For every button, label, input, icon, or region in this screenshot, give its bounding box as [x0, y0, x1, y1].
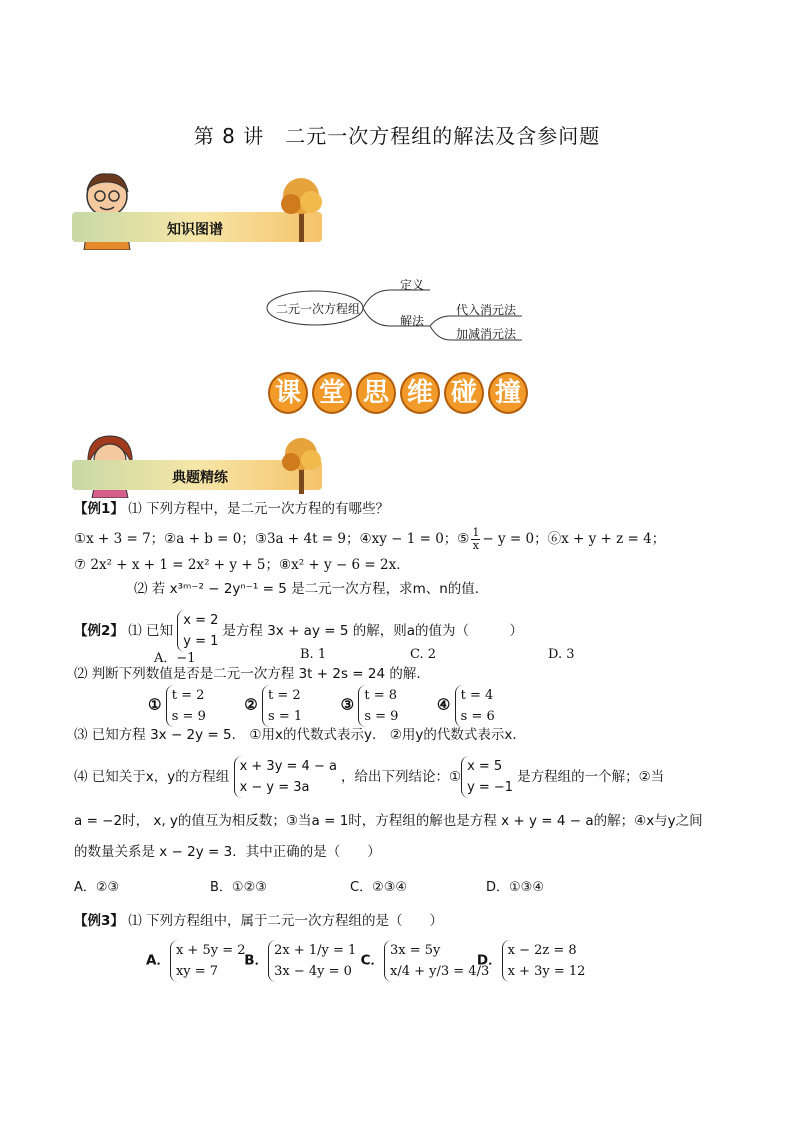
example1-row2: ⑦ 2x² + x + 1 = 2x² + y + 5；⑧x² + y − 6 = 2x． [74, 557, 410, 573]
example1-row1-text: ①x + 3 = 7；②a + b = 0；③3a + 4t = 9；④xy − 1 = 0；⑤ [74, 531, 470, 547]
option-label: D． [476, 952, 502, 969]
knowledge-map-label: 知识图谱 [167, 222, 223, 238]
example2-q4-option-c[interactable]: C．②③④ [350, 880, 408, 895]
example2-q4-post: 是方程组的一个解；②当 [517, 769, 665, 785]
example3-option-b[interactable] [244, 940, 356, 982]
mind-map-branch-solution: 解法 [400, 314, 425, 328]
example1-row1 [74, 527, 665, 552]
example3-option-c[interactable] [360, 940, 490, 982]
item-label: ② [244, 695, 258, 714]
typical-problems-banner [72, 432, 332, 498]
example2-q4-option-d[interactable]: D．①③④ [486, 880, 544, 895]
example1-tag: 【例1】 [74, 501, 124, 517]
example2-q1-pre: ⑴ 已知 [128, 623, 173, 639]
example2-q1-system [177, 610, 222, 652]
typical-problems-label: 典题精练 [172, 470, 228, 486]
classroom-char: 碰 [444, 372, 484, 414]
q2-item [437, 685, 529, 727]
option-label: A． [146, 952, 170, 969]
equation: s = 9 [171, 709, 206, 724]
example3-q1-text: ⑴ 下列方程组中，属于二元一次方程组的是（ ） [128, 913, 443, 929]
equation: t = 8 [364, 688, 397, 703]
equation: s = 9 [364, 709, 399, 724]
example3-option-d[interactable] [477, 940, 587, 982]
classroom-banner [268, 372, 528, 412]
example2-option-b[interactable]: B. 1 [300, 647, 327, 662]
example2-q4-option-b[interactable]: B．①②③ [210, 880, 267, 895]
example2-q4-line3: 的数量关系是 x − 2y = 3．其中正确的是（ ） [74, 844, 381, 860]
example1-row1-tail: − y = 0；⑥x + y + z = 4； [482, 531, 666, 547]
equation: t = 2 [171, 688, 205, 703]
classroom-char: 撞 [488, 372, 528, 414]
equation: s = 6 [460, 709, 495, 724]
item-system [166, 685, 210, 727]
example2-question4 [74, 756, 664, 798]
example1-question2: ⑵ 若 x³ᵐ⁻² − 2yⁿ⁻¹ = 5 是二元一次方程，求m、n的值． [134, 581, 489, 597]
equation: x = 2 [183, 613, 219, 628]
q2-item [341, 685, 433, 727]
item-system [455, 685, 499, 727]
classroom-char: 思 [356, 372, 396, 414]
example3-option-a[interactable] [146, 940, 246, 982]
equation: 3x = 5y [390, 943, 441, 958]
mind-map [260, 272, 540, 352]
example2-question2: ⑵ 判断下列数值是否是二元一次方程 3t + 2s = 24 的解． [74, 666, 430, 682]
example3-tag: 【例3】 [74, 913, 124, 929]
classroom-char: 堂 [312, 372, 352, 414]
equation: s = 1 [268, 709, 303, 724]
example1-q1-text: ⑴ 下列方程中，是二元一次方程的有哪些？ [128, 501, 389, 517]
classroom-char: 课 [268, 372, 308, 414]
equation: 2x + 1/y = 1 [274, 943, 357, 958]
example3-options [146, 940, 587, 982]
equation: x − 2z = 8 [507, 943, 577, 958]
option-label: C． [360, 952, 385, 969]
example2-option-a[interactable]: A．−1 [154, 651, 196, 666]
item-label: ③ [340, 695, 355, 714]
page-title: 第 8 讲 二元一次方程组的解法及含参问题 [193, 124, 601, 148]
example3-question1 [74, 912, 443, 930]
example2-option-d[interactable]: D. 3 [548, 647, 575, 662]
knowledge-map-banner [72, 170, 332, 250]
example2-q4-mid: ，给出下列结论：① [340, 769, 462, 785]
option-system [502, 940, 590, 982]
equation: t = 2 [268, 688, 301, 703]
equation: x/4 + y/3 = 4/3 [390, 964, 490, 979]
autumn-tree-icon [277, 170, 325, 242]
autumn-tree-icon [277, 432, 325, 494]
example1-row1-fraction [471, 527, 480, 552]
example2-tag: 【例2】 [74, 623, 124, 639]
equation: x + 5y = 2 [175, 943, 246, 958]
equation: y = 1 [183, 634, 219, 649]
mind-map-center: 二元一次方程组 [276, 302, 361, 316]
example2-q4-system [234, 756, 341, 798]
example2-question1 [74, 610, 523, 652]
q2-item [148, 685, 240, 727]
fraction-denominator: x [472, 539, 480, 552]
equation: x + 3y = 12 [507, 964, 586, 979]
fraction-numerator: 1 [472, 526, 480, 539]
example1-question1 [74, 500, 389, 518]
example2-question3: ⑶ 已知方程 3x − 2y = 5． ①用x的代数式表示y． ②用y的代数式表示x． [74, 727, 526, 743]
option-label: B． [244, 952, 269, 969]
equation: x = 5 [467, 759, 503, 774]
example2-q2-items [148, 685, 529, 727]
equation: x − y = 3a [239, 780, 310, 795]
equation: x + 3y = 4 − a [239, 759, 337, 774]
item-system [358, 685, 402, 727]
example2-q4-pre: ⑷ 已知关于x，y的方程组 [74, 769, 230, 785]
example2-q4-line2: a = −2时， x, y的值互为相反数；③当a = 1时，方程组的解也是方程 x + y = 4 − a的解；④x与y之间 [74, 813, 703, 829]
item-label: ④ [436, 695, 451, 714]
equation: t = 4 [460, 688, 494, 703]
example2-option-c[interactable]: C. 2 [410, 647, 437, 662]
item-system [262, 685, 306, 727]
mind-map-branch-definition: 定义 [400, 278, 425, 292]
option-system [170, 940, 250, 982]
option-system [268, 940, 360, 982]
item-label: ① [148, 695, 162, 714]
example2-q1-post: 是方程 3x + ay = 5 的解，则a的值为（ ） [222, 623, 523, 639]
equation: y = −1 [467, 780, 514, 795]
example2-q4-option-a[interactable]: A．②③ [74, 880, 120, 895]
mind-map-leaf-elimination: 加减消元法 [456, 327, 517, 341]
q2-item [244, 685, 336, 727]
example2-q4-system2 [461, 756, 517, 798]
equation: 3x − 4y = 0 [274, 964, 352, 979]
mind-map-leaf-substitution: 代入消元法 [456, 303, 517, 317]
classroom-char: 维 [400, 372, 440, 414]
equation: xy = 7 [175, 964, 219, 979]
